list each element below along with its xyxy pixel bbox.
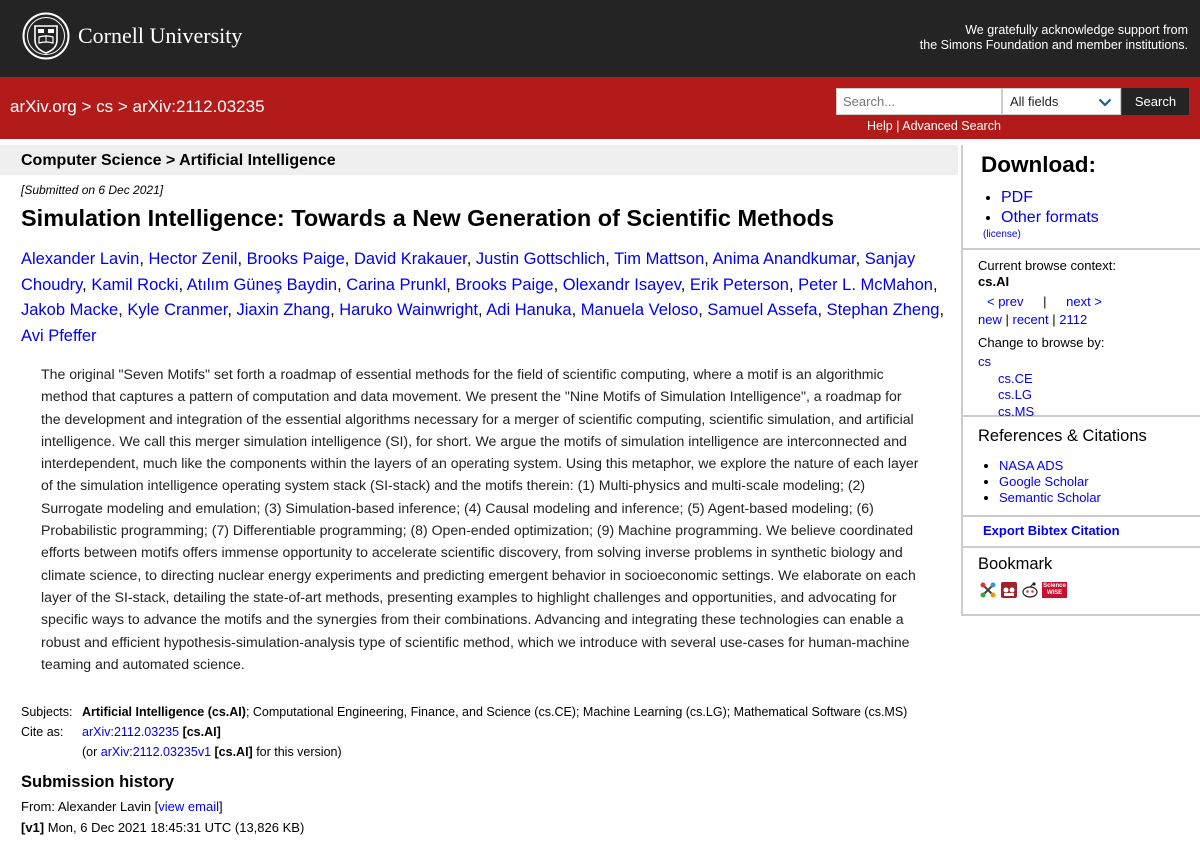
breadcrumb-separator: > [113, 97, 133, 116]
pdf-link[interactable]: PDF [1001, 189, 1033, 206]
cite-label: Cite as: [21, 725, 64, 739]
advanced-search-link[interactable]: Advanced Search [902, 119, 1001, 133]
author-link[interactable]: Hector Zenil [148, 250, 238, 268]
author-link[interactable]: Manuela Veloso [580, 301, 699, 319]
top-banner [0, 0, 1200, 77]
browse-context-panel [961, 250, 1200, 417]
context-value: cs.AI [978, 274, 1010, 289]
download-heading: Download: [981, 152, 1096, 177]
primary-subject: Artificial Intelligence (cs.AI) [82, 705, 246, 719]
breadcrumb-paper-id: arXiv:2112.03235 [132, 97, 265, 116]
author-link[interactable]: Brooks Paige [455, 275, 554, 294]
search-button[interactable]: Search [1122, 88, 1189, 115]
version-suffix: for this version) [252, 745, 342, 759]
bookmark-heading: Bookmark [978, 555, 1053, 573]
submitter-prefix: From: Alexander Lavin [ [21, 799, 159, 814]
change-browse-label: Change to browse by: [978, 335, 1105, 350]
author-link[interactable]: Tim Mattson [614, 250, 705, 268]
help-separator: | [892, 119, 903, 133]
version-category: [cs.AI] [214, 745, 253, 759]
author-link[interactable]: Alexander Lavin [21, 250, 140, 268]
nasa-ads-link[interactable]: NASA ADS [999, 458, 1064, 473]
sciencewise-line-1: Science [1043, 583, 1066, 589]
help-link[interactable]: Help [867, 119, 893, 133]
list-separator: | [1005, 312, 1009, 327]
submitter-line [21, 799, 223, 814]
author-link[interactable]: Brooks Paige [246, 250, 345, 268]
year-link[interactable]: 2112 [1059, 312, 1088, 327]
version-history-line [21, 820, 304, 835]
reddit-icon[interactable] [1021, 581, 1039, 599]
cite-category: [cs.AI] [182, 725, 221, 739]
submitter-suffix: ] [218, 799, 223, 814]
author-link[interactable]: Kamil Rocki [91, 275, 179, 294]
author-link[interactable]: Sanjay Choudry [21, 250, 916, 294]
references-heading: References & Citations [978, 427, 1147, 445]
prev-link[interactable]: < prev [987, 294, 1024, 309]
version-row [21, 742, 907, 762]
support-line-2: the Simons Foundation and member institutions. [919, 38, 1188, 52]
author-list: Alexander Lavin, Hector Zenil, Brooks Paige, David Krakauer, Justin Gottschlich, Tim Mattson, Anima Anandkumar, Sanjay Choudry, Kamil Rocki, Atılım Güneş Baydin, Carina Prunkl, Brooks Paige, Olexandr Isayev, Erik Peterson, Peter L. McMahon, Jakob Macke, Kyle Cranmer, Jiaxin Zhang, Haruko Wainwright, Adi Hanuka, Manuela Veloso, Samuel Assefa, Stephan Zheng, Avi Pfeffer [21, 250, 945, 345]
cornell-logo[interactable] [22, 12, 242, 60]
secondary-subjects: ; Computational Engineering, Finance, and Science (cs.CE); Machine Learning (cs.LG); Mathematical Software (cs.MS) [245, 705, 908, 719]
support-acknowledgement[interactable] [920, 23, 1188, 53]
search-field-select[interactable] [1002, 88, 1121, 115]
subjects-label: Subjects: [21, 705, 73, 719]
semantic-scholar-link[interactable]: Semantic Scholar [999, 490, 1101, 505]
download-list [981, 188, 1099, 228]
sciencewise-line-2: WISE [1046, 590, 1063, 596]
list-links-row [978, 312, 1087, 327]
author-link[interactable]: Anima Anandkumar [712, 250, 856, 268]
subjects-row [21, 702, 907, 722]
bookmark-icons [979, 581, 1067, 599]
support-line-1: We gratefully acknowledge support from [965, 23, 1188, 37]
new-link[interactable]: new [978, 312, 1002, 327]
browse-cs-ms-link[interactable]: cs.MS [998, 403, 1035, 419]
submission-history-heading: Submission history [21, 773, 175, 791]
prev-next-row [987, 294, 1102, 309]
author-link[interactable]: Kyle Cranmer [127, 301, 228, 319]
cite-row [21, 722, 907, 742]
help-links [867, 119, 1001, 133]
author-link[interactable]: Olexandr Isayev [562, 275, 681, 294]
view-email-link[interactable]: view email [158, 799, 219, 814]
author-link[interactable]: David Krakauer [353, 250, 467, 268]
category-heading: Computer Science > Artificial Intelligence [21, 152, 336, 169]
paper-metadata [21, 702, 907, 762]
next-link[interactable]: next > [1066, 294, 1102, 309]
category-bar [0, 145, 958, 175]
chevron-down-icon [1098, 95, 1112, 109]
export-bibtex-link[interactable]: Export Bibtex Citation [983, 523, 1120, 538]
version-prefix: (or [82, 745, 101, 759]
references-panel [961, 417, 1200, 517]
author-link[interactable]: Adi Hanuka [486, 301, 572, 319]
export-panel [961, 517, 1200, 548]
search-field-value: All fields [1010, 94, 1059, 109]
sidebar [961, 145, 1200, 616]
prev-next-separator: | [1043, 294, 1047, 309]
bookmark-panel [961, 548, 1200, 616]
cornell-seal-icon [22, 12, 70, 60]
author-link[interactable]: Peter L. McMahon [798, 275, 933, 294]
paper-title: Simulation Intelligence: Towards a New Generation of Scientific Methods [21, 205, 835, 231]
context-label: Current browse context: [978, 258, 1117, 273]
author-link[interactable]: Jakob Macke [21, 301, 119, 319]
breadcrumb-arxiv[interactable]: arXiv.org [10, 97, 77, 116]
download-panel [961, 145, 1200, 250]
author-link[interactable]: Carina Prunkl [346, 275, 447, 294]
version-id-link[interactable]: arXiv:2112.03235v1 [100, 745, 212, 759]
recent-link[interactable]: recent [1012, 312, 1049, 327]
abstract: The original "Seven Motifs" set forth a roadmap of essential methods for the field of scientific computing, where a motif is an algorithmic method that captures a pattern of computation and data movement. We present the "Nine Motifs of Simulation Intelligence", a roadmap for the development and integration of the essential algorithms necessary for a merger of scientific computing, scientific simulation, and artificial intelligence. We call this merger simulation intelligence (SI), for short. We argue the motifs of simulation intelligence are interconnected and interdependent, much like the components within the layers of an operating system. Using this metaphor, we explore the nature of each layer of the simulation intelligence operating system stack (SI-stack) and the motifs therein: (1) Multi-physics and multi-scale modeling; (2) Surrogate modeling and emulation; (3) Simulation-based inference; (4) Causal modeling and inference; (5) Agent-based modeling; (6) Probabilistic programming; (7) Differentiable programming; (8) Open-ended optimization; (9) Machine programming. We believe coordinated efforts between motifs offers immense opportunity to accelerate scientific discovery, from solving inverse problems in synthetic biology and climate science, to directing nuclear energy experiments and predicting emergent behavior in socioeconomic settings. We elaborate on each layer of the SI-stack, detailing the state-of-art methods, presenting examples to highlight challenges and opportunities, and advocating for specific ways to advance the motifs and the synergies from their combinations. Advancing and integrating these technologies can enable a robust and efficient hypothesis-simulation-analysis type of scientific method, which we introduce with several use-cases for human-machine teaming and automated science. [41, 366, 919, 672]
google-scholar-link[interactable]: Google Scholar [999, 474, 1089, 489]
license-link[interactable]: (license) [983, 229, 1021, 240]
browse-cs-lg-link[interactable]: cs.LG [998, 387, 1032, 402]
sciencewise-icon[interactable] [1042, 582, 1067, 598]
browse-by-list [978, 354, 1034, 420]
author-link[interactable]: Samuel Assefa [707, 301, 818, 319]
author-link[interactable]: Erik Peterson [689, 275, 789, 294]
university-name: Cornell University [78, 23, 243, 48]
author-link[interactable]: Stephan Zheng [826, 301, 940, 319]
search-input[interactable] [836, 88, 1002, 115]
browse-cs-link[interactable]: cs [978, 354, 991, 369]
author-link[interactable]: Atılım Güneş Baydin [186, 275, 338, 294]
breadcrumb [10, 97, 265, 117]
submission-date: [Submitted on 6 Dec 2021] [21, 183, 164, 197]
author-link[interactable]: Haruko Wainwright [339, 301, 479, 319]
version-label: [v1] [21, 820, 45, 835]
bibsonomy-icon[interactable] [979, 581, 997, 599]
breadcrumb-separator: > [76, 97, 97, 116]
browse-cs-ce-link[interactable]: cs.CE [998, 370, 1033, 386]
mendeley-icon[interactable] [1000, 581, 1018, 599]
other-formats-link[interactable]: Other formats [1001, 209, 1099, 226]
references-list [978, 458, 1101, 506]
cite-id-link[interactable]: arXiv:2112.03235 [82, 725, 180, 739]
author-link[interactable]: Jiaxin Zhang [236, 301, 331, 319]
breadcrumb-cs[interactable]: cs [96, 97, 114, 116]
list-separator: | [1052, 312, 1056, 327]
author-link[interactable]: Justin Gottschlich [475, 250, 606, 268]
version-details: Mon, 6 Dec 2021 18:45:31 UTC (13,826 KB) [44, 820, 305, 835]
author-link[interactable]: Avi Pfeffer [21, 326, 97, 345]
